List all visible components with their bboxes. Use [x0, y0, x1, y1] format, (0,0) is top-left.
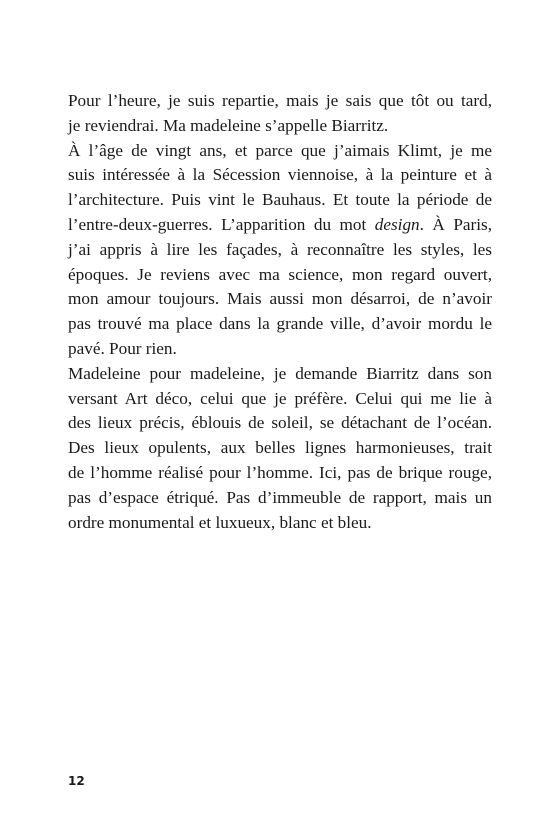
text-line: versant Art déco, celui que je préfère. Celui qui me lie à — [68, 388, 492, 408]
text-line: pavé. Pour rien. — [68, 338, 177, 358]
text-line: pas trouvé ma place dans la grande ville, d’avoir mordu le — [68, 314, 492, 334]
paragraph — [68, 89, 492, 139]
text-line: Pour l’heure, je suis repartie, mais je sais que tôt ou tard, — [68, 91, 492, 110]
text-line: époques. Je reviens avec ma science, mon regard ouvert, — [68, 264, 492, 284]
text-line: Des lieux opulents, aux belles lignes harmonieuses, trait — [68, 438, 492, 458]
emphasized-word: design — [374, 214, 420, 234]
text-fragment: l’entre-deux-guerres. L’apparition du mot — [68, 214, 375, 234]
text-line: À l’âge de vingt ans, et parce que j’aimais Klimt, je me — [68, 140, 492, 160]
text-line: je reviendrai. Ma madeleine s’appelle Biarritz. — [68, 115, 389, 135]
text-line: des lieux précis, éblouis de soleil, se détachant de l’océan. — [68, 413, 492, 433]
text-line: suis intéressée à la Sécession viennoise, à la peinture et à — [68, 165, 492, 185]
text-line — [68, 213, 492, 238]
text-line: de l’homme réalisé pour l’homme. Ici, pas de brique rouge, — [68, 462, 492, 482]
text-line: Madeleine pour madeleine, je demande Biarritz dans son — [68, 363, 492, 383]
text-line: l’architecture. Puis vint le Bauhaus. Et toute la période de — [68, 190, 492, 210]
paragraph — [68, 139, 492, 362]
page-number: 12 — [68, 774, 85, 788]
text-fragment: . À Paris, — [419, 214, 492, 234]
text-line: j’ai appris à lire les façades, à reconnaître les styles, les — [68, 239, 492, 259]
body-text — [68, 89, 492, 535]
text-line: mon amour toujours. Mais aussi mon désarroi, de n’avoir — [68, 289, 492, 309]
paragraph — [68, 362, 492, 536]
text-line: pas d’espace étriqué. Pas d’immeuble de rapport, mais un — [68, 487, 492, 507]
text-line: ordre monumental et luxueux, blanc et bleu. — [68, 512, 372, 532]
